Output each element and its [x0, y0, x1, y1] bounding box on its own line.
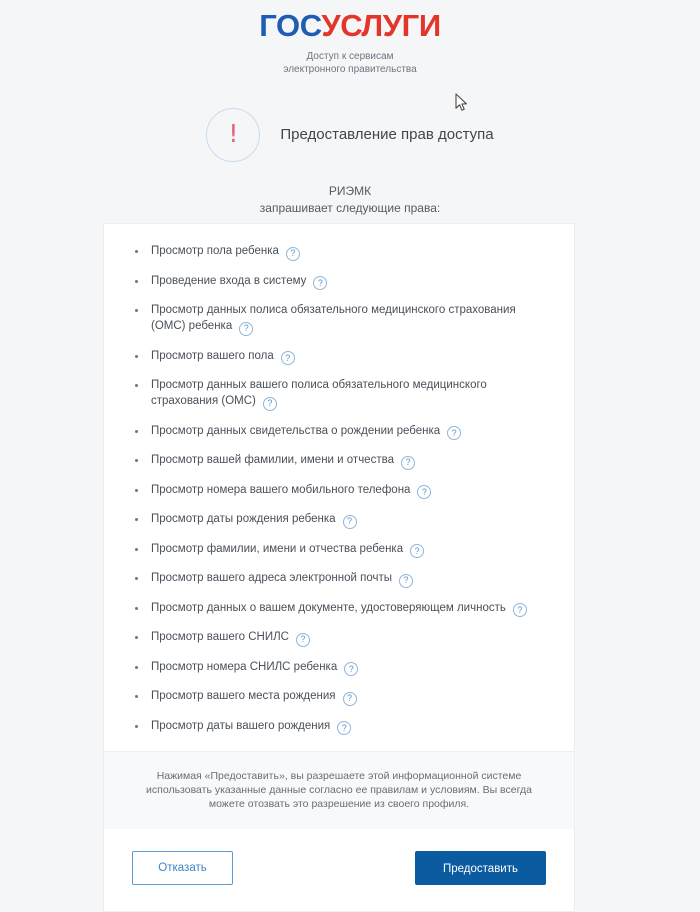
right-item-label: Просмотр даты рождения ребенка: [151, 513, 336, 525]
alert-exclamation-icon: [206, 108, 260, 162]
help-question-icon[interactable]: ?: [513, 603, 527, 617]
requesting-organization-name: РИЭМК: [328, 183, 372, 198]
right-item-label: Просмотр вашего места рождения: [151, 690, 336, 702]
right-item: [132, 482, 546, 500]
help-question-icon[interactable]: ?: [281, 351, 295, 365]
brand-tagline: [0, 50, 700, 76]
help-question-icon[interactable]: ?: [417, 485, 431, 499]
right-item-label: Просмотр данных полиса обязательного медицинского страхования (ОМС) ребенка: [151, 304, 516, 332]
page-title: Предоставление прав доступа: [280, 126, 494, 144]
brand-tagline-line-1: Доступ к сервисам: [306, 50, 394, 62]
right-item-label: Просмотр вашего пола: [151, 349, 274, 362]
actions-bar: [104, 829, 574, 911]
grant-button[interactable]: Предоставить: [415, 851, 546, 885]
help-question-icon[interactable]: ?: [343, 692, 357, 706]
right-item-label: Просмотр данных свидетельства о рождении ребенка: [151, 424, 441, 437]
request-description: запрашивает следующие права:: [259, 200, 441, 215]
right-item: [132, 659, 546, 677]
help-question-icon[interactable]: ?: [263, 397, 277, 411]
right-item: [132, 348, 546, 366]
right-item-label: Просмотр номера СНИЛС ребенка: [151, 660, 338, 673]
right-item: [132, 511, 546, 529]
right-item: [132, 600, 546, 618]
gosuslugi-logo: [0, 10, 700, 43]
help-question-icon[interactable]: ?: [401, 456, 415, 470]
help-question-icon[interactable]: ?: [399, 574, 413, 588]
help-question-icon[interactable]: ?: [313, 276, 327, 290]
rights-list: [132, 243, 546, 735]
right-item-label: Просмотр номера вашего мобильного телефона: [151, 483, 411, 496]
right-item: [132, 423, 546, 441]
right-item: [132, 570, 546, 588]
help-question-icon[interactable]: ?: [296, 633, 310, 647]
right-item: [132, 541, 546, 559]
brand-tagline-line-2: электронного правительства: [283, 63, 417, 75]
brand-header: [0, 0, 700, 76]
logo-text-gos: ГОС: [259, 8, 322, 43]
rights-section: [104, 224, 574, 751]
right-item-label: Просмотр вашего адреса электронной почты: [151, 572, 393, 584]
right-item: [132, 377, 546, 411]
page-title-row: [0, 108, 700, 162]
help-question-icon[interactable]: ?: [447, 426, 461, 440]
right-item-label: Проведение входа в систему: [151, 274, 307, 287]
permissions-card: [103, 223, 575, 912]
right-item: [132, 452, 546, 470]
disclaimer-text: Нажимая «Предоставить», вы разрешаете этой информационной системе использовать указанные данные согласно ее правилам и условиям. Вы всегда можете отозвать это разрешение из своего профиля.: [104, 751, 574, 829]
exclamation-glyph: !: [228, 119, 239, 149]
request-subtitle: [0, 183, 700, 217]
right-item: [132, 718, 546, 736]
logo-text-uslugi: УСЛУГИ: [321, 8, 441, 43]
right-item: [132, 302, 546, 336]
right-item-label: Просмотр фамилии, имени и отчества ребенка: [151, 542, 404, 555]
help-question-icon[interactable]: ?: [410, 544, 424, 558]
right-item: [132, 243, 546, 261]
right-item-label: Просмотр данных о вашем документе, удостоверяющем личность: [151, 601, 506, 614]
help-question-icon[interactable]: ?: [337, 721, 351, 735]
right-item-label: Просмотр данных вашего полиса обязательного медицинского страхования (ОМС): [151, 379, 487, 407]
deny-button[interactable]: Отказать: [132, 851, 233, 885]
help-question-icon[interactable]: ?: [286, 247, 300, 261]
right-item-label: Просмотр пола ребенка: [151, 245, 279, 257]
right-item: [132, 273, 546, 291]
help-question-icon[interactable]: ?: [239, 322, 253, 336]
right-item-label: Просмотр даты вашего рождения: [151, 719, 331, 732]
help-question-icon[interactable]: ?: [344, 662, 358, 676]
help-question-icon[interactable]: ?: [343, 515, 357, 529]
right-item-label: Просмотр вашего СНИЛС: [151, 631, 289, 643]
right-item: [132, 688, 546, 706]
right-item-label: Просмотр вашей фамилии, имени и отчества: [151, 454, 394, 466]
right-item: [132, 629, 546, 647]
